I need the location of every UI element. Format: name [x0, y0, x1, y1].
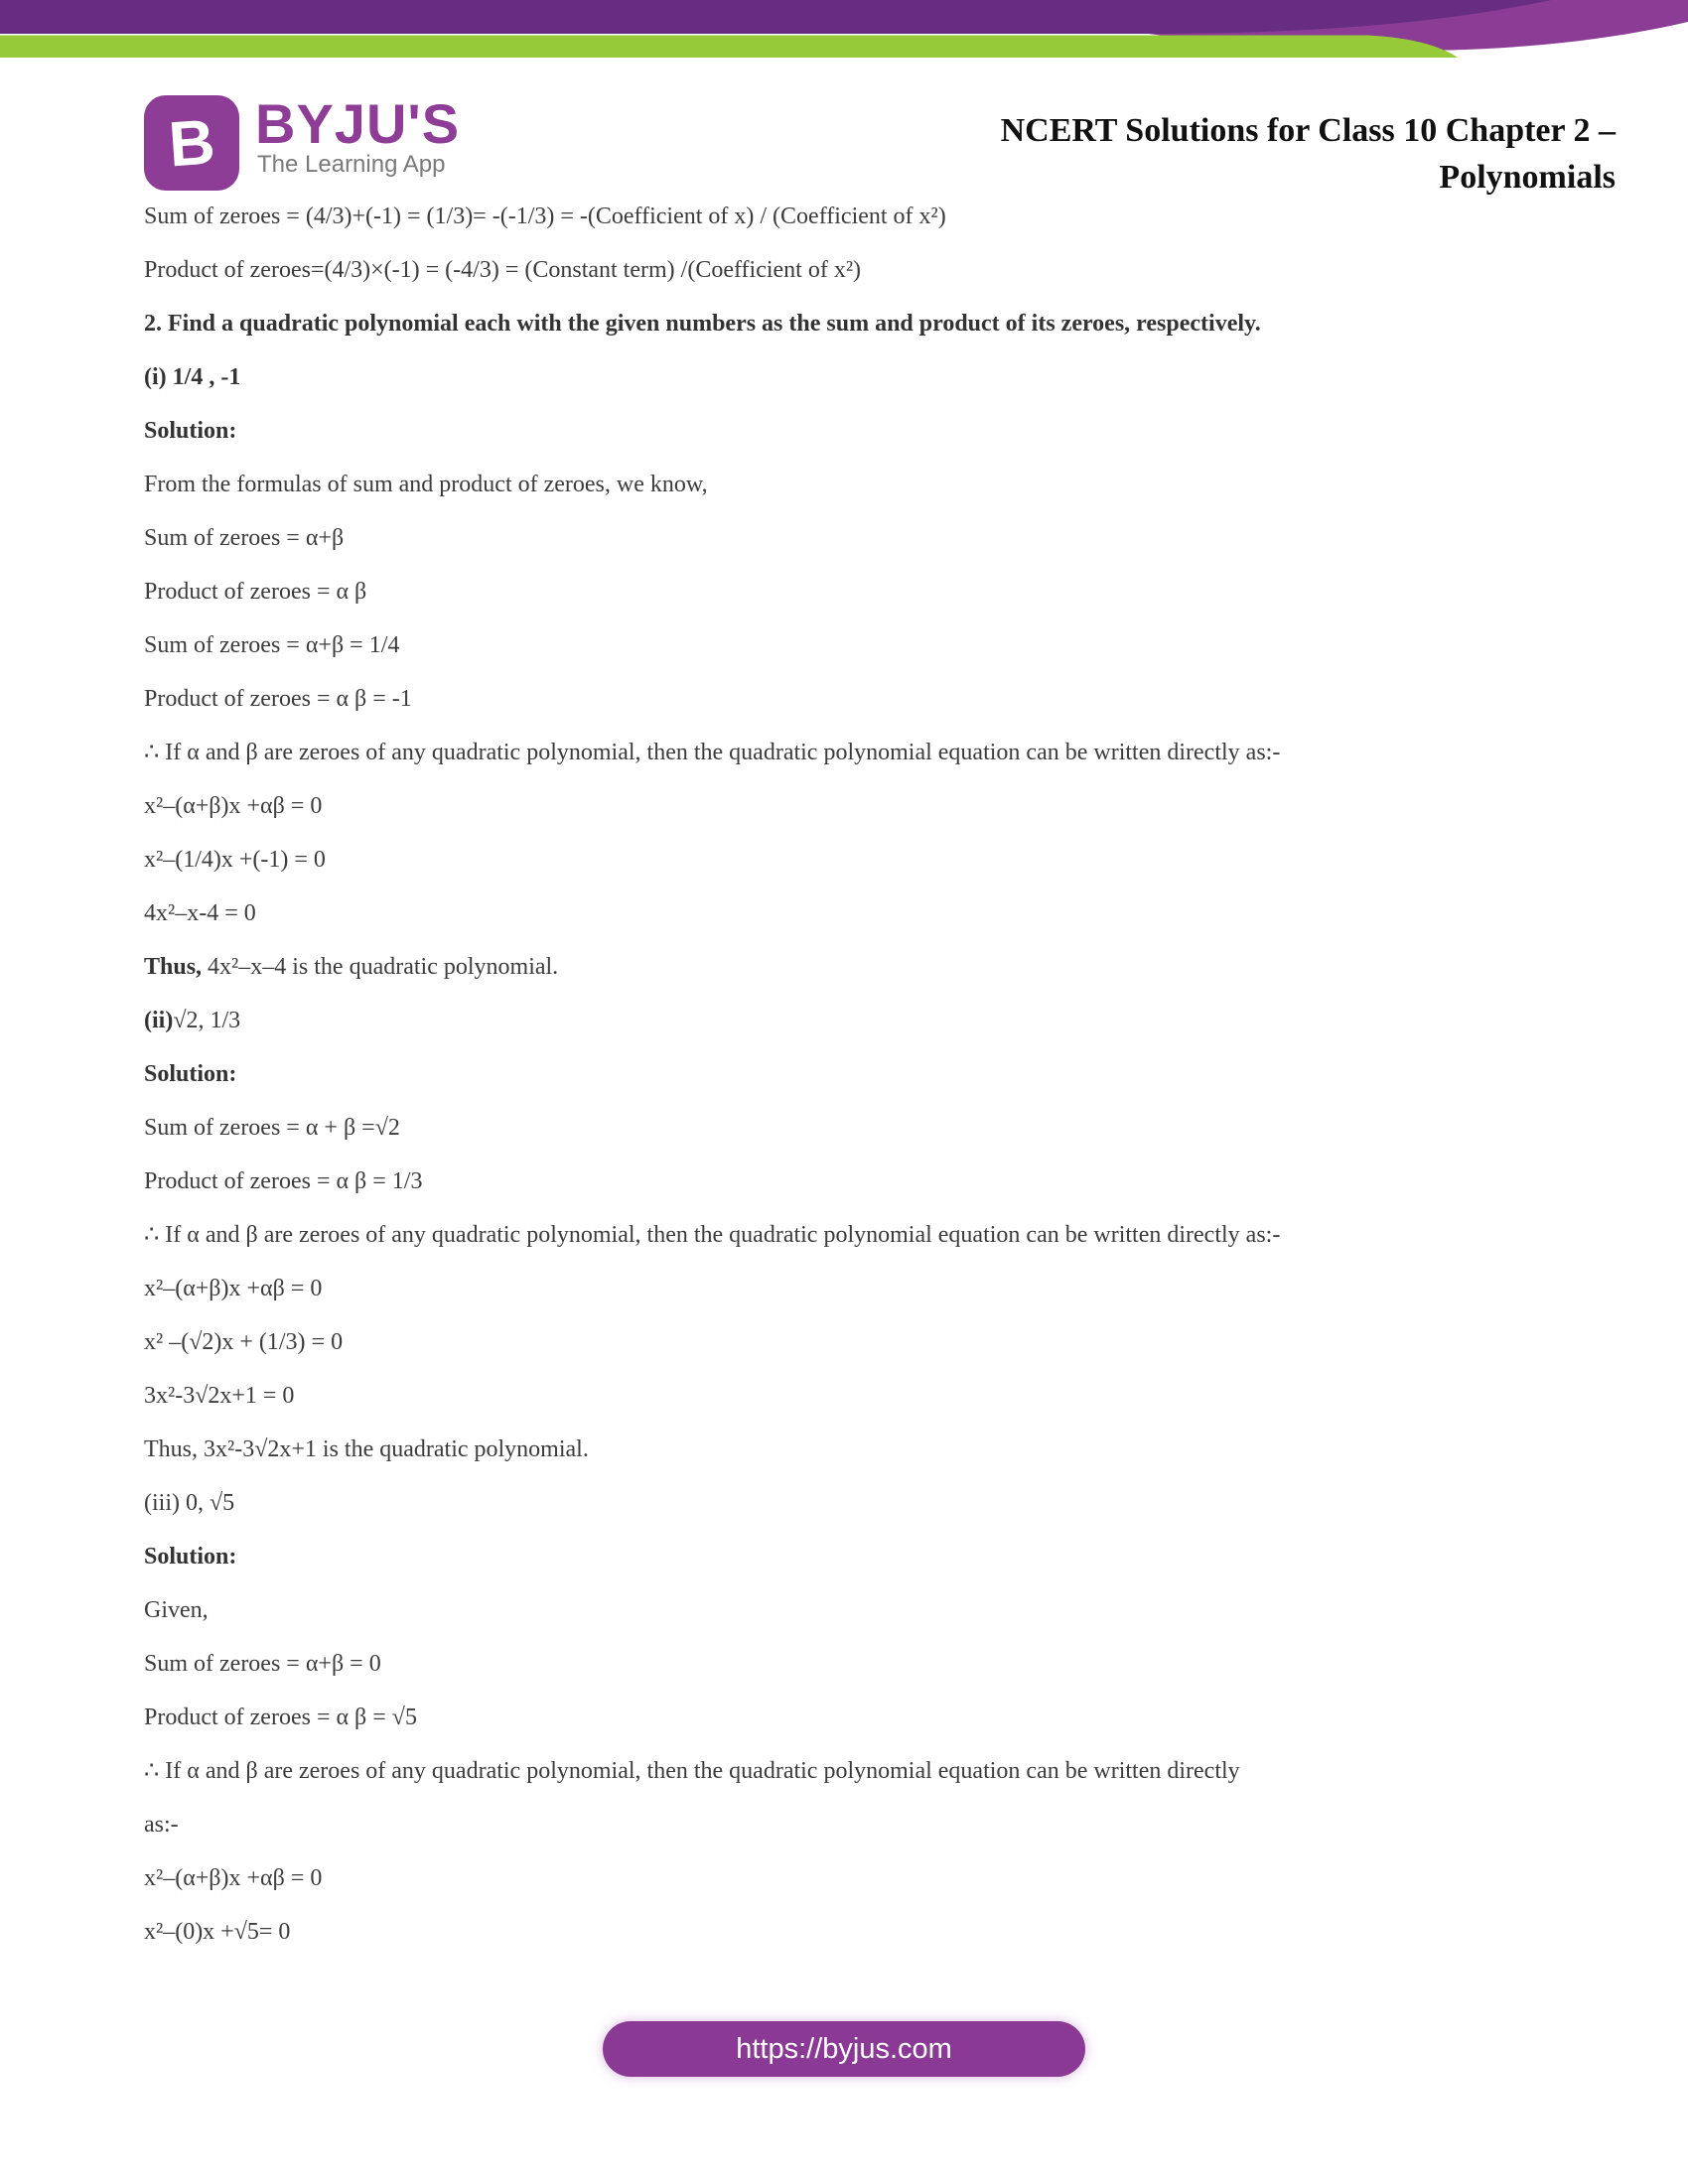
paragraph-text-segment: Thus, 3x²-3√2x+1 is the quadratic polynomial. — [144, 1436, 589, 1462]
paragraph-text-segment: Product of zeroes = α β = √5 — [144, 1705, 417, 1730]
page-title-line2: Polynomials — [1439, 159, 1616, 196]
paragraph — [144, 1219, 1564, 1251]
paragraph-bold-segment: (i) 1/4 , -1 — [144, 364, 241, 390]
paragraph — [144, 1541, 1564, 1572]
paragraph-text-segment: ∴ If α and β are zeroes of any quadratic polynomial, then the quadratic polynomial equation can be written directly — [144, 1758, 1240, 1784]
byjus-brand-text: BYJU'S — [255, 92, 461, 155]
paragraph — [144, 1380, 1564, 1412]
byjus-link-button[interactable] — [603, 2021, 1085, 2077]
paragraph-text-segment: Sum of zeroes = α+β = 1/4 — [144, 632, 400, 658]
paragraph — [144, 1702, 1564, 1733]
paragraph — [144, 576, 1564, 608]
paragraph — [144, 361, 1564, 393]
paragraph — [144, 1594, 1564, 1626]
paragraph — [144, 1648, 1564, 1680]
paragraph-text-segment: 4x²–x-4 = 0 — [144, 900, 256, 926]
paragraph-text-segment: ∴ If α and β are zeroes of any quadratic polynomial, then the quadratic polynomial equation can be written directly as:- — [144, 740, 1281, 765]
banner-green-band — [0, 36, 1458, 59]
paragraph-text-segment: √2, 1/3 — [173, 1008, 241, 1033]
paragraph — [144, 1755, 1564, 1787]
paragraph — [144, 1862, 1564, 1894]
paragraph — [144, 308, 1564, 340]
paragraph-text-segment: Product of zeroes = α β = -1 — [144, 686, 412, 712]
paragraph-text-segment: Product of zeroes = α β — [144, 579, 367, 605]
paragraph — [144, 469, 1564, 500]
paragraph — [144, 254, 1564, 286]
paragraph-text-segment: ∴ If α and β are zeroes of any quadratic polynomial, then the quadratic polynomial equation can be written directly as:- — [144, 1222, 1281, 1248]
paragraph-bold-segment: Solution: — [144, 418, 237, 444]
paragraph-text-segment: (iii) 0, √5 — [144, 1490, 235, 1516]
paragraph — [144, 1273, 1564, 1304]
paragraph — [144, 201, 1564, 232]
paragraph-text-segment: Sum of zeroes = α+β = 0 — [144, 1651, 381, 1677]
page-title — [821, 107, 1616, 201]
paragraph — [144, 1916, 1564, 1948]
paragraph-bold-segment: 2. Find a quadratic polynomial each with the given numbers as the sum and product of its zeroes, respectively. — [144, 311, 1261, 337]
paragraph-text-segment: Given, — [144, 1597, 209, 1623]
paragraph-text-segment: 3x²-3√2x+1 = 0 — [144, 1383, 295, 1409]
document-body — [144, 201, 1564, 1970]
paragraph — [144, 522, 1564, 554]
page-title-line1: NCERT Solutions for Class 10 Chapter 2 – — [1000, 112, 1616, 149]
paragraph — [144, 1326, 1564, 1358]
paragraph-text-segment: x²–(α+β)x +αβ = 0 — [144, 1865, 323, 1891]
paragraph-bold-segment: (ii) — [144, 1008, 174, 1033]
paragraph-bold-segment: Solution: — [144, 1061, 237, 1087]
byjus-logo — [144, 91, 561, 201]
paragraph — [144, 897, 1564, 929]
paragraph-text-segment: x²–(α+β)x +αβ = 0 — [144, 793, 323, 819]
paragraph — [144, 1165, 1564, 1197]
paragraph-text-segment: 4x²–x–4 is the quadratic polynomial. — [202, 954, 559, 980]
header-banner-graphic — [0, 0, 1688, 99]
banner-dark-purple-band — [0, 0, 1551, 34]
paragraph — [144, 951, 1564, 983]
byjus-logo-icon — [144, 95, 239, 191]
paragraph-text-segment: Sum of zeroes = (4/3)+(-1) = (1/3)= -(-1/3) = -(Coefficient of x) / (Coefficient of x²) — [144, 204, 946, 229]
byjus-link-url: https://byjus.com — [736, 2032, 952, 2065]
paragraph-bold-segment: Thus, — [144, 954, 203, 980]
paragraph — [144, 1058, 1564, 1090]
paragraph — [144, 683, 1564, 715]
byjus-logo-letter: B — [166, 105, 217, 181]
paragraph-text-segment: Sum of zeroes = α + β =√2 — [144, 1115, 400, 1141]
paragraph-text-segment: x²–(0)x +√5= 0 — [144, 1919, 291, 1945]
paragraph — [144, 1433, 1564, 1465]
paragraph — [144, 844, 1564, 876]
paragraph — [144, 1112, 1564, 1144]
paragraph — [144, 629, 1564, 661]
byjus-tagline: The Learning App — [257, 151, 446, 178]
paragraph — [144, 1487, 1564, 1519]
paragraph-bold-segment: Solution: — [144, 1544, 237, 1570]
paragraph-text-segment: Sum of zeroes = α+β — [144, 525, 345, 551]
paragraph-text-segment: x² –(√2)x + (1/3) = 0 — [144, 1329, 344, 1355]
paragraph-text-segment: Product of zeroes = α β = 1/3 — [144, 1168, 423, 1194]
paragraph — [144, 790, 1564, 822]
paragraph — [144, 415, 1564, 447]
paragraph — [144, 737, 1564, 768]
paragraph — [144, 1005, 1564, 1036]
paragraph-text-segment: From the formulas of sum and product of zeroes, we know, — [144, 472, 708, 497]
paragraph-text-segment: x²–(α+β)x +αβ = 0 — [144, 1276, 323, 1301]
paragraph-text-segment: as:- — [144, 1812, 179, 1838]
paragraph-text-segment: Product of zeroes=(4/3)×(-1) = (-4/3) = (Constant term) /(Coefficient of x²) — [144, 257, 862, 283]
paragraph-text-segment: x²–(1/4)x +(-1) = 0 — [144, 847, 326, 873]
paragraph — [144, 1809, 1564, 1841]
